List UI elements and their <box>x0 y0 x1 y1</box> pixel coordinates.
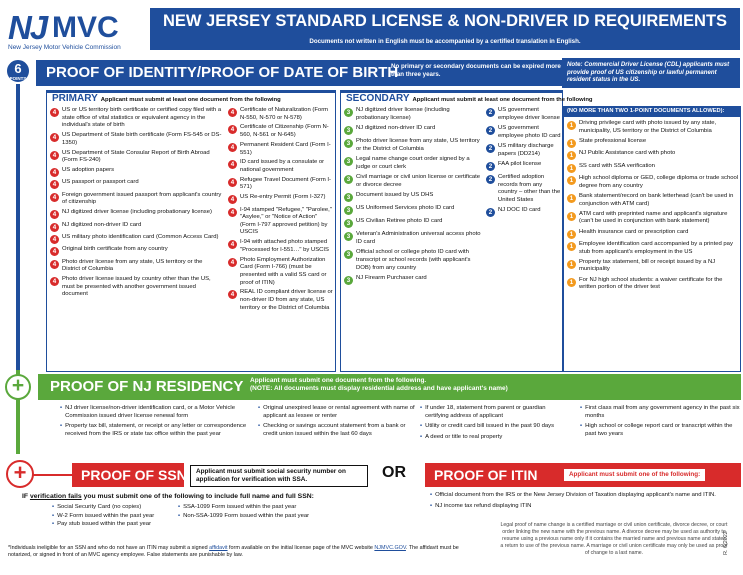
verification-fails-link[interactable]: verification fails <box>29 493 82 500</box>
document-item <box>567 120 739 135</box>
one-point-header: (NO MORE THAN TWO 1-POINT DOCUMENTS ALLOWED): <box>563 106 741 117</box>
bullet-dot: • <box>420 423 423 430</box>
document-item-text: Photo Employment Authorization Card (Form I-766) (must be presented with a valid SS card or proof of ITIN) <box>240 256 327 286</box>
document-item <box>486 107 561 122</box>
document-item-text: ID card issued by a consulate or national government <box>240 159 325 173</box>
point-value-badge: 3 <box>344 157 353 166</box>
point-value-badge: 4 <box>50 210 59 219</box>
document-item <box>228 239 333 254</box>
bullet-dot: • <box>580 405 583 411</box>
itin-instruction: Applicant must submit one of the following: <box>564 469 705 481</box>
document-item-text: I-94 stamped "Refugee," "Parolee," "Asylee," or "Notice of Action" (Form I-797 approved petition) by USCIS <box>240 206 332 236</box>
point-value-badge: 4 <box>228 258 237 267</box>
bullet-dot: • <box>420 405 423 411</box>
document-item <box>228 159 333 174</box>
footer-note-end: . The affidavit must be notarized, or signed in front of an MVC agency employee. False statements are punishable by law. <box>8 545 459 559</box>
point-value-badge: 4 <box>50 247 59 256</box>
point-value-badge: 2 <box>486 108 495 117</box>
bullet-dot: • <box>52 504 55 510</box>
document-item-text: NJ digitized driver license (including probationary license) <box>62 209 212 216</box>
document-item-text: US adoption papers <box>62 167 115 173</box>
document-item <box>567 259 739 274</box>
bullet-text: Utility or credit card bill issued in the past 90 days <box>425 423 555 430</box>
document-item <box>228 177 333 192</box>
point-value-badge: 4 <box>50 193 59 202</box>
document-item-text: US military photo identification card (Common Access Card) <box>62 234 219 241</box>
footer-note-mid: form available on the initial license page of the MVC website <box>227 545 375 551</box>
document-item-text: FAA pilot license <box>498 161 542 168</box>
document-item-text: US military discharge papers (DD214) <box>498 143 554 157</box>
residency-plus-icon: + <box>5 374 31 400</box>
bullet-text: NJ income tax refund displaying ITIN <box>435 502 532 509</box>
document-item <box>50 209 222 219</box>
document-item <box>50 192 222 207</box>
document-item-text: US Department of State birth certificate (Form FS-545 or DS-1350) <box>62 132 222 146</box>
document-item-text: NJ Public Assistance card with photo <box>579 150 676 157</box>
document-item-text: Health insurance card or prescription card <box>579 228 689 235</box>
document-item-text: NJ Firearm Purchaser card <box>356 275 427 282</box>
affidavit-link[interactable]: affidavit <box>209 545 228 551</box>
bullet-text: SSA-1099 Form issued within the past year <box>183 504 297 510</box>
identity-header-bar <box>36 60 562 86</box>
secondary-heading <box>346 93 593 105</box>
document-item-text: NJ DOC ID card <box>498 207 541 214</box>
point-value-badge: 1 <box>567 194 576 203</box>
bullet-dot: • <box>580 423 583 430</box>
point-value-badge: 3 <box>344 139 353 148</box>
point-value-badge: 3 <box>344 193 353 202</box>
document-item <box>567 211 739 226</box>
bullet-dot: • <box>430 502 433 509</box>
document-item <box>567 150 739 160</box>
primary-list-2 <box>228 107 333 312</box>
document-item-text: Certificate of Naturalization (Form N-550, N-570 or N-578) <box>240 107 329 121</box>
document-item <box>344 192 482 202</box>
document-item-text: Photo driver license from any state, US territory or the District of Columbia <box>62 258 203 273</box>
point-value-badge: 1 <box>567 242 576 251</box>
document-item <box>567 277 739 292</box>
point-value-badge: 4 <box>228 160 237 169</box>
document-item-text: US Department of State Consular Report of Birth Abroad (Form FS-240) <box>62 149 210 164</box>
document-item <box>567 163 739 173</box>
document-item-text: ATM card with preprinted name and applicant's signature (can't be used in conjunction with bank statement) <box>579 210 728 225</box>
document-item <box>567 138 739 148</box>
point-value-badge: 1 <box>567 260 576 269</box>
point-value-badge: 1 <box>567 164 576 173</box>
residency-instruction-line-1: Applicant must submit one document from the following. <box>250 377 427 384</box>
point-value-badge: 4 <box>228 208 237 217</box>
point-value-badge: 1 <box>567 278 576 287</box>
document-item <box>486 161 561 171</box>
point-value-badge: 4 <box>50 277 59 286</box>
document-item <box>344 174 482 189</box>
document-item-text: Employee identification card accompanied by a printed pay stub from applicant's employment in the US <box>579 241 733 255</box>
residency-list-4 <box>580 405 740 439</box>
mvc-logo <box>8 8 138 53</box>
name-change-note: Legal proof of name change is a certified marriage or civil union certificate, divorce decree, or court order linking the new name with the previous name. A divorce decree may be used as authority to resume using a previous name only if it contains the married name and previous name and states a return to use of the previous name. A marriage or civil union certificate may only be used as proof of change to a last name. <box>500 522 728 557</box>
point-value-badge: 2 <box>486 162 495 171</box>
ssn-list-1 <box>52 504 172 529</box>
residency-instruction <box>250 377 508 394</box>
bullet-item <box>430 492 740 500</box>
document-item-text: Civil marriage or civil union license or certificate or divorce decree <box>356 174 481 188</box>
bullet-text: Checking or savings account statement from a bank or credit union issued within the last 60 days <box>263 423 406 438</box>
point-value-badge: 1 <box>567 212 576 221</box>
bullet-dot: • <box>178 504 181 510</box>
residency-header-bar <box>38 374 741 400</box>
document-item-text: US Civilian Retiree photo ID card <box>356 218 443 225</box>
bullet-dot: • <box>430 492 433 498</box>
document-item-text: Permanent Resident Card (Form I-551) <box>240 141 331 156</box>
point-value-badge: 1 <box>567 151 576 160</box>
document-item <box>344 249 482 272</box>
bullet-text: First class mail from any government agency in the past six months <box>585 405 740 419</box>
document-item <box>50 259 222 274</box>
itin-list <box>430 492 740 510</box>
point-value-badge: 1 <box>567 121 576 130</box>
secondary-list-2 <box>486 107 561 217</box>
point-value-badge: 1 <box>567 176 576 185</box>
document-item <box>50 234 222 244</box>
point-value-badge: 4 <box>50 260 59 269</box>
document-item <box>344 231 482 246</box>
ssn-list-2 <box>178 504 348 520</box>
document-item-text: High school diploma or GED, college diploma or trade school degree from any country <box>579 175 739 190</box>
document-item-text: Certificate of Citizenship (Form N-560, N-561 or N-645) <box>240 124 329 139</box>
website-link[interactable]: NJMVC.GOV <box>374 545 406 551</box>
document-item-text: Foreign government issued passport from applicant's country of citizenship <box>62 191 222 206</box>
point-value-badge: 4 <box>228 240 237 249</box>
logo-nj: NJ <box>8 9 47 46</box>
points-label: POINTS <box>9 76 27 81</box>
identity-connector-line <box>16 84 20 370</box>
document-item <box>344 138 482 153</box>
document-item-text: Certified adoption records from any country – other than the United States <box>498 174 561 203</box>
bullet-item <box>580 423 740 438</box>
bullet-dot: • <box>60 405 63 411</box>
document-item-text: Veteran's Administration universal access photo ID card <box>356 231 481 245</box>
document-item-text: US government employee photo ID card <box>498 125 561 139</box>
point-value-badge: 2 <box>486 175 495 184</box>
document-item-text: Official school or college photo ID card with transcript or school records (with applicant's DOB) from any country <box>356 249 471 271</box>
logo-subtitle: New Jersey Motor Vehicle Commission <box>8 44 121 51</box>
bullet-dot: • <box>258 405 261 411</box>
ssn-note: Applicant must submit social security number on application for verification with SSA. <box>190 465 368 487</box>
document-item-text: Property tax statement, bill or receipt issued by a NJ municipality <box>579 258 716 273</box>
document-item-text: Refugee Travel Document (Form I-571) <box>240 176 332 191</box>
point-value-badge: 1 <box>567 230 576 239</box>
ssn-fail-prefix: IF <box>22 493 30 500</box>
document-item-text: US Re-entry Permit (Form I-327) <box>240 194 326 201</box>
bullet-text: A deed or title to real property <box>425 434 503 441</box>
residency-list-1 <box>60 405 250 439</box>
document-item <box>486 174 561 204</box>
page-subtitle: Documents not written in English must be accompanied by a certified translation in English. <box>150 36 740 50</box>
residency-title: PROOF OF NJ RESIDENCY <box>50 378 244 395</box>
document-item-text: State professional license <box>579 137 647 144</box>
revision-date: R. 6/2022 <box>723 531 729 555</box>
document-item <box>50 246 222 256</box>
bullet-item <box>52 504 172 512</box>
document-item-text: NJ digitized driver license (including probationary license) <box>356 107 450 121</box>
footer-note-prefix: *Individuals ineligible for an SSN and who do not have an ITIN may submit a signed <box>8 545 210 551</box>
secondary-list-1 <box>344 107 482 285</box>
document-item-text: NJ digitized non-driver ID card <box>356 125 436 132</box>
document-item <box>567 229 739 239</box>
document-item <box>228 107 333 122</box>
ssn-fail-instruction <box>22 493 314 501</box>
document-item <box>228 289 333 312</box>
document-item-text: Document issued by US DHS <box>356 192 434 199</box>
itin-title: PROOF OF ITIN <box>434 467 538 483</box>
point-value-badge: 2 <box>486 126 495 135</box>
document-item <box>567 175 739 190</box>
bullet-dot: • <box>420 434 423 441</box>
or-label: OR <box>382 464 406 481</box>
document-item <box>228 142 333 157</box>
points-number: 6 <box>14 61 22 76</box>
bullet-dot: • <box>178 512 181 519</box>
bullet-text: W-2 Form issued within the past year <box>57 512 155 519</box>
point-value-badge: 4 <box>228 178 237 187</box>
document-item <box>228 194 333 204</box>
document-item-text: Photo driver license from any state, US territory or the District of Columbia <box>356 138 480 152</box>
document-item-text: Driving privilege card with photo issued by any state, municipality, US territory or the District of Columbia <box>579 120 717 134</box>
point-value-badge: 4 <box>50 168 59 177</box>
bullet-item <box>580 405 740 420</box>
document-item <box>344 218 482 228</box>
cdl-note: Note: Commercial Driver License (CDL) applicants must provide proof of US citizenship or lawful permanent resident status in the US. <box>562 58 740 88</box>
bullet-item <box>430 503 740 511</box>
bullet-item <box>420 405 570 420</box>
document-item <box>50 107 222 130</box>
document-item <box>344 125 482 135</box>
point-value-badge: 4 <box>50 133 59 142</box>
identity-note: No primary or secondary documents can be expired more than three years. <box>391 63 561 78</box>
residency-list-2 <box>258 405 418 439</box>
bullet-item <box>60 405 250 420</box>
point-value-badge: 3 <box>344 250 353 259</box>
bullet-dot: • <box>52 521 55 528</box>
bullet-item <box>52 521 172 529</box>
point-value-badge: 4 <box>228 108 237 117</box>
bullet-item <box>420 423 570 431</box>
primary-heading <box>52 93 281 105</box>
point-value-badge: 3 <box>344 219 353 228</box>
bullet-text: NJ driver license/non-driver identification card, or a Motor Vehicle Commission issued driver license renewal form <box>65 405 235 419</box>
document-item <box>344 205 482 215</box>
point-value-badge: 3 <box>344 108 353 117</box>
document-item-text: NJ digitized non-driver ID card <box>62 221 142 228</box>
point-value-badge: 3 <box>344 276 353 285</box>
primary-title: PRIMARY <box>52 93 98 104</box>
document-item-text: Original birth certificate from any country <box>62 246 168 253</box>
document-item-text: Bank statement/record on bank letterhead (can't be used in conjunction with ATM card) <box>579 193 734 207</box>
document-item-text: REAL ID compliant driver license or non-driver ID from any state, US territory or the District of Columbia <box>240 289 333 311</box>
bullet-text: If under 18, statement from parent or guardian certifying address of applicant <box>425 405 546 419</box>
point-value-badge: 2 <box>486 208 495 217</box>
document-item <box>567 193 739 208</box>
point-value-badge: 1 <box>567 139 576 148</box>
point-value-badge: 3 <box>344 175 353 184</box>
itin-header-bar <box>425 463 741 487</box>
bullet-item <box>258 423 418 438</box>
point-value-badge: 4 <box>50 151 59 160</box>
document-item-text: US or US territory birth certificate or certified copy filed with a state office of vital statistics or equivalent agency in the individual's state of birth <box>62 107 222 129</box>
document-item <box>344 156 482 171</box>
bullet-dot: • <box>258 423 261 430</box>
document-item <box>50 167 222 177</box>
document-item <box>50 150 222 165</box>
point-value-badge: 4 <box>228 143 237 152</box>
identity-title: PROOF OF IDENTITY/PROOF OF DATE OF BIRTH <box>46 64 399 81</box>
bullet-item <box>258 405 418 420</box>
point-value-badge: 4 <box>50 180 59 189</box>
document-item-text: US government employee driver license <box>498 107 560 121</box>
point-value-badge: 4 <box>228 290 237 299</box>
bullet-dot: • <box>52 512 55 519</box>
ssn-connector-line <box>33 474 73 476</box>
footer-note <box>8 545 478 560</box>
document-item-text: US Uniformed Services photo ID card <box>356 205 455 212</box>
document-item <box>228 124 333 139</box>
document-item-text: Legal name change court order signed by a judge or court clerk <box>356 156 470 170</box>
point-value-badge: 4 <box>50 223 59 232</box>
bullet-text: Non-SSA-1099 Form issued within the past year <box>183 512 310 519</box>
point-value-badge: 4 <box>228 195 237 204</box>
document-item-text: SS card with SSA verification <box>579 162 655 169</box>
document-item <box>486 125 561 140</box>
document-item <box>567 241 739 256</box>
bullet-text: Property tax bill, statement, or receipt or any letter or correspondence received from the IRS or state tax office within the past year <box>65 423 247 438</box>
document-item-text: For NJ high school students: a waiver certificate for the written portion of the driver test <box>579 276 723 291</box>
point-value-badge: 3 <box>344 206 353 215</box>
document-item <box>50 132 222 147</box>
bullet-text: Official document from the IRS or the New Jersey Division of Taxation displaying applicant's name and ITIN. <box>435 492 716 498</box>
document-item <box>50 179 222 189</box>
document-item <box>344 107 482 122</box>
point-value-badge: 4 <box>50 235 59 244</box>
bullet-item <box>52 513 172 521</box>
document-item <box>486 207 561 217</box>
bullet-item <box>420 434 570 442</box>
bullet-item <box>60 423 250 438</box>
bullet-item <box>178 504 348 512</box>
residency-list-3 <box>420 405 570 442</box>
ssn-plus-icon: + <box>6 460 34 488</box>
secondary-instruction: Applicant must submit at least one document from the following <box>412 97 593 103</box>
document-item-text: Photo driver license issued by country other than the US, must be presented with another government issued document <box>62 276 211 298</box>
point-value-badge: 2 <box>486 144 495 153</box>
bullet-item <box>178 513 348 521</box>
points-badge <box>5 58 31 84</box>
point-value-badge: 4 <box>50 108 59 117</box>
document-item <box>50 222 222 232</box>
secondary-title: SECONDARY <box>346 93 410 104</box>
primary-list-1 <box>50 107 222 299</box>
ssn-title: PROOF OF SSN <box>72 463 184 487</box>
primary-instruction: Applicant must submit at least one document from the following <box>100 97 281 103</box>
bullet-text: Pay stub issued within the past year <box>57 521 152 528</box>
bullet-text: High school or college report card or transcript within the past two years <box>585 423 733 438</box>
ssn-fail-rest: you must submit one of the following to include full name and full SSN: <box>81 493 314 500</box>
logo-mvc: MVC <box>52 11 119 44</box>
bullet-text: Original unexpired lease or rental agreement with name of applicant as lessee or renter <box>263 405 415 419</box>
document-item <box>50 276 222 299</box>
document-item <box>228 207 333 237</box>
document-item-text: I-94 with attached photo stamped "Processed for I-551…" by USCIS <box>240 239 329 253</box>
page-title: NEW JERSEY STANDARD LICENSE & NON-DRIVER ID REQUIREMENTS <box>150 8 740 36</box>
bullet-text: Social Security Card (no copies) <box>57 504 142 510</box>
document-item-text: US passport or passport card <box>62 179 139 186</box>
one-point-list <box>567 120 739 292</box>
document-item <box>228 257 333 287</box>
bullet-dot: • <box>60 423 63 430</box>
point-value-badge: 3 <box>344 126 353 135</box>
point-value-badge: 4 <box>228 125 237 134</box>
point-value-badge: 3 <box>344 232 353 241</box>
residency-instruction-line-2: (NOTE: All documents must display residential address and have applicant's name) <box>250 385 508 393</box>
document-item <box>344 275 482 285</box>
document-item <box>486 143 561 158</box>
